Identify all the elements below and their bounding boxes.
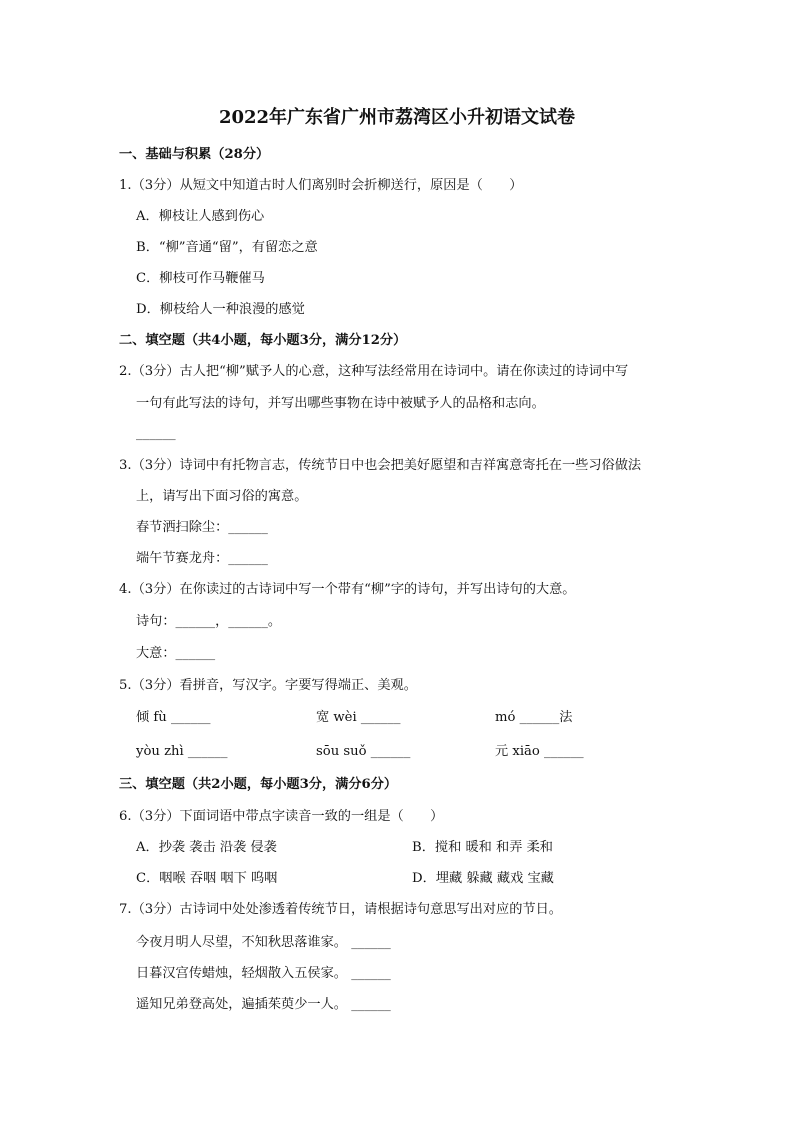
section-2-heading: 二、填空题（共4小题，每小题3分，满分12分） [119,333,407,348]
q1-option-b[interactable]: B．“柳”音通“留”，有留恋之意 [136,240,318,255]
q3-item-dragon-boat[interactable]: 端午节赛龙舟：______ [136,551,268,566]
q1-option-d[interactable]: D．柳枝给人一种浪漫的感觉 [136,302,305,317]
q7-line-3[interactable]: 遥知兄弟登高处，遍插茱萸少一人。 ______ [136,997,391,1012]
q7-stem: 7.（3分）古诗词中处处渗透着传统节日，请根据诗句意思写出对应的节日。 [119,902,562,917]
q4-stem: 4.（3分）在你读过的古诗词中写一个带有“柳”字的诗句，并写出诗句的大意。 [119,582,576,597]
q2-answer-blank[interactable]: ______ [136,426,176,441]
q1-stem: 1.（3分）从短文中知道古时人们离别时会折柳送行，原因是（ ） [119,178,523,193]
q6-stem: 6.（3分）下面词语中带点字读音一致的一组是（ ） [119,809,444,824]
page-title: 2022年广东省广州市荔湾区小升初语文试卷 [218,107,576,128]
q5-item-wei[interactable]: 宽 wèi ______ [316,710,401,725]
q5-item-xiao[interactable]: 元 xiāo ______ [495,744,584,759]
q3-line-1: 3.（3分）诗词中有托物言志，传统节日中也会把美好愿望和吉祥寓意寄托在一些习俗做法 [119,458,642,473]
section-3-heading: 三、填空题（共2小题，每小题3分，满分6分） [119,777,398,792]
q5-item-fu[interactable]: 倾 fù ______ [136,710,211,725]
q5-item-mo[interactable]: mó ______法 [495,710,573,725]
q5-item-youzhi[interactable]: yòu zhì ______ [136,744,228,759]
q1-option-a[interactable]: A．柳枝让人感到伤心 [136,209,265,224]
q5-item-sousuo[interactable]: sōu suǒ ______ [316,744,411,759]
q3-line-2: 上，请写出下面习俗的寓意。 [136,489,308,504]
q2-line-2: 一句有此写法的诗句，并写出哪些事物在诗中被赋予人的品格和志向。 [136,396,545,411]
q1-option-c[interactable]: C．柳枝可作马鞭催马 [136,271,265,286]
q6-option-c[interactable]: C．咽喉 吞咽 咽下 呜咽 [136,871,278,886]
q2-line-1: 2.（3分）古人把“柳”赋予人的心意，这种写法经常用在诗词中。请在你读过的诗词中写 [119,364,629,379]
q3-item-spring-festival[interactable]: 春节洒扫除尘：______ [136,520,268,535]
q5-stem: 5.（3分）看拼音，写汉字。字要写得端正、美观。 [119,678,417,693]
q7-line-2[interactable]: 日暮汉宫传蜡烛，轻烟散入五侯家。 ______ [136,966,391,981]
q7-line-1[interactable]: 今夜月明人尽望，不知秋思落谁家。 ______ [136,935,391,950]
section-1-heading: 一、基础与积累（28分） [119,147,270,162]
q4-meaning-line[interactable]: 大意：______ [136,646,216,661]
q6-option-b[interactable]: B．搅和 暖和 和弄 柔和 [412,840,553,855]
q6-option-a[interactable]: A．抄袭 袭击 沿袭 侵袭 [136,840,277,855]
q6-option-d[interactable]: D．埋藏 躲藏 藏戏 宝藏 [412,871,554,886]
q4-poem-line[interactable]: 诗句：______，______。 [136,614,282,629]
